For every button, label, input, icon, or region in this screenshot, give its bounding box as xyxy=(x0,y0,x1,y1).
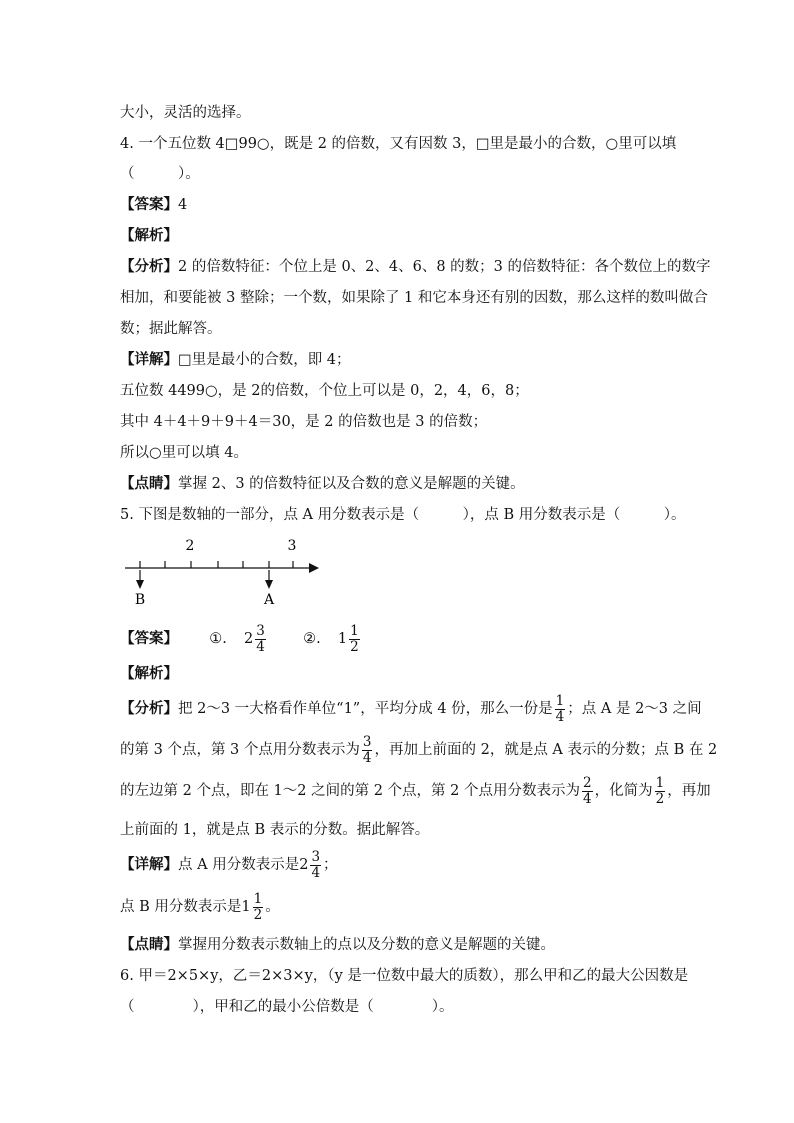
text-line: 大小，灵活的选择。 xyxy=(120,105,251,121)
detail-text: □里是最小的合数，即 4； xyxy=(178,352,351,368)
fraction xyxy=(255,624,266,655)
analysis-text: ；点 A 是 2～3 之间 xyxy=(567,701,702,717)
number-line-figure xyxy=(115,530,335,610)
analysis-text: 2 的倍数特征：个位上是 0、2、4、6、8 的数；3 的倍数特征：各个数位上的数字 xyxy=(178,259,711,275)
analysis-text: ，再加 xyxy=(667,783,711,799)
analysis-tag: 【分析】 xyxy=(120,259,178,275)
denominator: 4 xyxy=(256,638,265,655)
detail-4-line-1 xyxy=(120,350,351,370)
question-6-blanks: （ ），甲和乙的最小公倍数是（ ）。 xyxy=(120,999,454,1015)
detail-5-line-2 xyxy=(120,890,280,924)
analysis-text: 把 2～3 一大格看作单位“1”，平均分成 4 份，那么一份是 xyxy=(178,701,553,717)
analysis-heading: 【解析】 xyxy=(120,228,178,244)
axis-arrowhead xyxy=(309,563,319,573)
question-4-text: 4. 一个五位数 4□99○，既是 2 的倍数，又有因数 3，□里是最小的合数，○里可以填 xyxy=(120,136,677,152)
point-a-label: A xyxy=(263,592,275,608)
detail-4-line-2: 五位数 4499○，是 2的倍数，个位上可以是 0，2，4，6，8； xyxy=(120,383,529,399)
numerator: 3 xyxy=(256,622,265,639)
answer-value: 4 xyxy=(178,197,188,213)
key-point-tag: 【点睛】 xyxy=(120,476,178,492)
analysis-text: ，化简为 xyxy=(594,783,653,799)
answer-5 xyxy=(120,622,362,656)
denominator: 4 xyxy=(311,864,321,881)
analysis-4-line-2: 相加，和要能被 3 整除；一个数，如果除了 1 和它本身还有别的因数，那么这样的数叫做合 xyxy=(120,290,708,306)
analysis-4-line-3: 数；据此解答。 xyxy=(120,321,222,337)
fraction xyxy=(582,776,593,807)
point-a-arrowhead xyxy=(265,580,273,589)
denominator: 2 xyxy=(253,906,263,923)
denominator: 4 xyxy=(362,749,372,766)
analysis-tag: 【分析】 xyxy=(120,701,178,717)
answer-item-1: ①. xyxy=(209,631,227,647)
question-4-blank: （ ）。 xyxy=(120,166,200,182)
answer-item-2: ②. xyxy=(303,631,321,647)
numerator: 1 xyxy=(655,774,665,791)
analysis-4-line-1 xyxy=(120,257,711,277)
numerator: 2 xyxy=(583,774,592,791)
denominator: 2 xyxy=(655,790,665,807)
analysis-text: 的左边第 2 个点，即在 1～2 之间的第 2 个点，第 2 个点用分数表示为 xyxy=(120,783,580,799)
key-point-4 xyxy=(120,474,525,494)
answer-tag: 【答案】 xyxy=(120,631,178,647)
key-point-text: 掌握 2、3 的倍数特征以及合数的意义是解题的关键。 xyxy=(178,476,525,492)
point-b-label: B xyxy=(134,592,146,608)
tick-label-3: 3 xyxy=(287,538,297,554)
detail-tag: 【详解】 xyxy=(120,857,178,873)
analysis-5-line-3 xyxy=(120,774,711,808)
numerator: 3 xyxy=(311,848,321,865)
detail-4-line-4: 所以○里可以填 4。 xyxy=(120,445,248,461)
tick-label-2: 2 xyxy=(185,538,195,554)
mixed-number-whole: 2 xyxy=(244,631,254,647)
tick-marks xyxy=(140,561,293,568)
mixed-number-whole: 1 xyxy=(241,899,251,915)
numerator: 1 xyxy=(350,622,359,639)
detail-text: 点 A 用分数表示是 xyxy=(178,857,300,873)
denominator: 2 xyxy=(350,638,359,655)
analysis-heading: 【解析】 xyxy=(120,666,178,682)
analysis-5-line-2 xyxy=(120,733,717,767)
numerator: 3 xyxy=(362,733,372,750)
answer-4 xyxy=(120,195,187,215)
denominator: 4 xyxy=(583,790,592,807)
analysis-text: 的第 3 个点，第 3 个点用分数表示为 xyxy=(120,742,360,758)
question-6-text: 6. 甲＝2×5×y，乙＝2×3×y，（y 是一位数中最大的质数），那么甲和乙的最大公因数是 xyxy=(120,968,689,984)
mixed-number-whole: 1 xyxy=(337,631,348,647)
point-b-arrowhead xyxy=(136,580,144,589)
denominator: 4 xyxy=(555,708,565,725)
analysis-5-line-4: 上前面的 1，就是点 B 表示的分数。据此解答。 xyxy=(120,822,430,838)
numerator: 1 xyxy=(253,890,263,907)
fraction xyxy=(555,694,566,725)
analysis-5-line-1 xyxy=(120,692,702,726)
fraction xyxy=(349,624,360,655)
fraction xyxy=(253,892,264,923)
fraction xyxy=(655,776,666,807)
key-point-5 xyxy=(120,935,555,955)
detail-text: 。 xyxy=(265,899,280,915)
detail-4-line-3: 其中 4＋4＋9＋9＋4＝30，是 2 的倍数也是 3 的倍数； xyxy=(120,414,488,430)
detail-text: ； xyxy=(323,857,338,873)
detail-tag: 【详解】 xyxy=(120,352,178,368)
detail-5-line-1 xyxy=(120,848,338,882)
key-point-text: 掌握用分数表示数轴上的点以及分数的意义是解题的关键。 xyxy=(178,937,555,953)
mixed-number-whole: 2 xyxy=(299,857,309,873)
fraction xyxy=(310,850,321,881)
fraction xyxy=(362,735,373,766)
key-point-tag: 【点睛】 xyxy=(120,937,178,953)
analysis-text: ，再加上前面的 2，就是点 A 表示的分数；点 B 在 2 xyxy=(374,742,718,758)
question-5-text: 5. 下图是数轴的一部分，点 A 用分数表示是（ ），点 B 用分数表示是（ ）。 xyxy=(120,507,686,523)
detail-text: 点 B 用分数表示是 xyxy=(120,899,242,915)
numerator: 1 xyxy=(555,692,565,709)
answer-tag: 【答案】 xyxy=(120,197,178,213)
